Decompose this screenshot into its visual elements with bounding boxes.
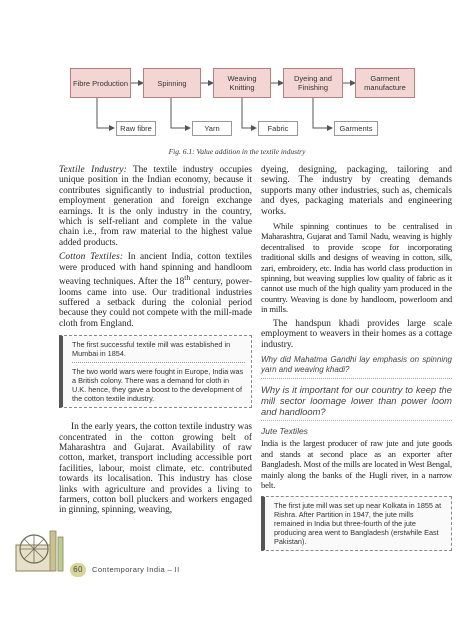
paragraph-text: In ancient India, cotton textiles were produced with hand spinning and handloom weaving techniques. After the 18 bbox=[59, 252, 253, 288]
product-fabric: Fabric bbox=[258, 121, 298, 136]
figure-caption: Fig. 6.1: Value addition in the textile industry bbox=[168, 147, 306, 156]
spinning-wheel-icon bbox=[12, 527, 68, 577]
stage-garment-manufacture: Garment manufacture bbox=[355, 68, 415, 98]
question-mill-sector: Why is it important for our country to keep the mill sector loomage lower than power loom and handloom? bbox=[261, 384, 452, 421]
stage-fibre-production: Fibre Production bbox=[70, 68, 131, 98]
stage-spinning: Spinning bbox=[143, 68, 201, 98]
product-raw-fibre: Raw fibre bbox=[116, 121, 156, 136]
paragraph-textile-industry bbox=[59, 165, 252, 248]
left-column bbox=[59, 165, 252, 520]
superscript: th bbox=[184, 273, 191, 283]
paragraph-spinning-weaving: While spinning continues to be centralised in Maharashtra, Gujarat and Tamil Nadu, weaving is highly decentralised to provide scope for incorporating traditional skills and designs of weaving in cotton, silk, zari, embroidery, etc. India has world class production in spinning, but weaving supplies low quality of fabric as it cannot use much of the high quality yarn produced in the country. Weaving is done by handloom, powerloom and in mills. bbox=[261, 221, 452, 315]
paragraph-text: The textile industry occupies unique position in the Indian economy, because it contributes significantly to industrial production, employment generation and foreign exchange earnings. It is the only industry in the country, which is self-reliant and complete in the value chain i.e., from raw material to the highest value added products. bbox=[59, 165, 252, 248]
paragraph-early-years: In the early years, the cotton textile industry was concentrated in the cotton growing belt of Maharashtra and Gujarat. Availability of raw cotton, market, transport including accessible port facilities, labour, moist climate, etc. contributed towards its localisation. This industry has close links with agriculture and provides a living to farmers, cotton boll pluckers and workers engaged in ginning, spinning, weaving, bbox=[59, 422, 252, 516]
paragraph-cotton-textiles bbox=[59, 252, 252, 329]
subheading-jute-textiles: Jute Textiles bbox=[261, 425, 308, 436]
product-yarn: Yarn bbox=[192, 121, 232, 136]
page-number: 60 bbox=[70, 563, 86, 577]
fact-divider bbox=[72, 362, 245, 363]
paragraph-text: century, power-looms came into use. Our traditional industries suffered a setback during the colonial period because they could not compete with the mill-made cloth from England. bbox=[59, 277, 252, 329]
question-gandhi: Why did Mahatma Gandhi lay emphasis on spinning yarn and weaving khadi? bbox=[261, 355, 452, 379]
value-addition-diagram bbox=[0, 0, 474, 156]
product-garments: Garments bbox=[334, 121, 378, 136]
page-footer bbox=[70, 563, 180, 577]
fact-box-jute bbox=[261, 496, 452, 551]
running-title: Contemporary India – II bbox=[92, 565, 180, 574]
right-column bbox=[261, 165, 452, 565]
term-textile-industry: Textile Industry: bbox=[59, 165, 128, 175]
fact-world-wars: The two world wars were fought in Europe, India was a British colony. There was a demand for cloth in U.K. hence, they gave a boost to the development of the cotton textile industry. bbox=[72, 367, 244, 404]
fact-box bbox=[59, 335, 252, 408]
term-cotton-textiles: Cotton Textiles: bbox=[59, 252, 124, 263]
paragraph-jute: India is the largest producer of raw jute and jute goods and stands at second place as an exporter after Bangladesh. Most of the mills are located in West Bengal, mainly along the banks of the Hugli river, in a narrow belt. bbox=[261, 438, 452, 490]
paragraph-dyeing: dyeing, designing, packaging, tailoring and sewing. The industry by creating demands supports many other industries, such as, chemicals and dyes, packaging materials and engineering works. bbox=[261, 165, 452, 217]
paragraph-khadi: The handspun khadi provides large scale employment to weavers in their homes as a cottage industry. bbox=[261, 318, 452, 350]
fact-first-jute-mill: The first jute mill was set up near Kolkata in 1855 at Rishra. After Partition in 1947, the jute mills remained in India but three-fourth of the jute producing area went to Bangladesh (erstwhile East Pakistan). bbox=[274, 501, 442, 547]
stage-weaving-knitting: Weaving Knitting bbox=[213, 68, 271, 98]
stage-dyeing-finishing: Dyeing and Finishing bbox=[283, 68, 343, 98]
fact-first-mill: The first successful textile mill was established in Mumbai in 1854. bbox=[72, 340, 231, 359]
